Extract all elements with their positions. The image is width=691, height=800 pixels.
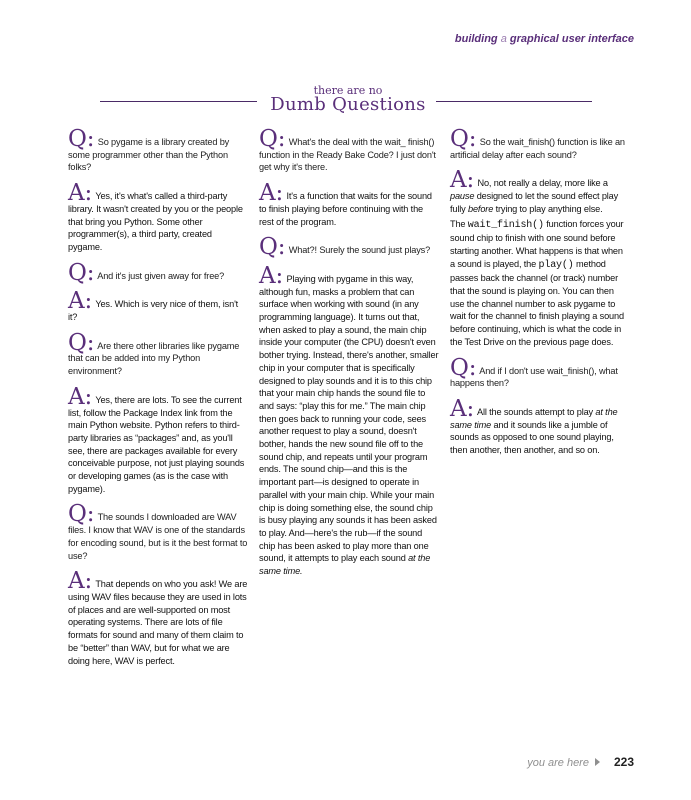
question (450, 354, 630, 390)
answer-emphasis: at the same time. (259, 553, 431, 577)
q-mark: Q: (68, 501, 95, 528)
question (259, 126, 439, 174)
question-text: And it's just given away for free? (97, 270, 225, 281)
answer-paragraph (450, 218, 630, 349)
question (68, 259, 248, 286)
answer (259, 262, 439, 578)
q-mark: Q: (450, 126, 477, 152)
answer-text: It's a function that waits for the sound to finish playing before continuing with the rest of the program. (259, 191, 432, 227)
running-head-connector: a (500, 33, 507, 45)
running-head-part1: building (454, 33, 498, 45)
answer-text: designed to let the sound effect play fully (450, 191, 619, 214)
a-mark: A: (68, 383, 93, 410)
column-3 (450, 126, 630, 467)
answer-text: function forces your sound chip to finish with one sound before starting another. What happens is that when a sound is played, the (450, 218, 624, 269)
banner-small-text: there are no (313, 84, 383, 97)
question (68, 329, 248, 378)
column-1 (68, 126, 248, 677)
banner-rule-left (100, 101, 257, 102)
q-mark: Q: (68, 259, 95, 286)
answer-text: All the sounds attempt to play (476, 406, 593, 417)
answer-text: Yes, there are lots. To see the current list, follow the Package Index link from the main Python website. Python refers to third-party libraries as “packages” and, as you'll see, there are packages available for every conceivable purpose, not just playing sounds or developing games (as is the case with pygame). (68, 394, 245, 494)
arrow-right-icon (595, 758, 600, 766)
question-text: And if I don't use wait_finish(), what happens then? (450, 365, 618, 389)
a-mark: A: (450, 395, 475, 422)
answer-emphasis: at the same time (450, 406, 618, 430)
q-mark: Q: (68, 329, 95, 356)
q-mark: Q: (259, 234, 286, 261)
code-play: play() (538, 259, 574, 271)
question-text: The sounds I downloaded are WAV files. I know that WAV is one of the standards for encoding sound, but is it the best format to use? (68, 512, 248, 561)
a-mark: A: (68, 288, 93, 315)
answer-emphasis: pause (450, 191, 475, 202)
question (259, 234, 439, 261)
page-footer (527, 755, 634, 769)
question (68, 501, 248, 562)
banner-rule-right (436, 101, 592, 102)
a-mark: A: (450, 167, 475, 194)
answer (68, 288, 248, 323)
a-mark: A: (259, 262, 284, 289)
code-wait-finish: wait_finish() (467, 219, 544, 231)
answer-text: That depends on who you ask! We are using WAV files because they are used in lots of places and are well-supported on most operating systems. There are lots of file formats for sound and many of them claim to be “better” than WAV, but for what we are doing here, WAV is perfect. (68, 579, 248, 666)
question (68, 126, 248, 174)
you-are-here-label: you are here (527, 757, 589, 769)
answer-text: No, not really a delay, more like a (477, 178, 608, 189)
answer (450, 395, 630, 457)
answer-emphasis: before (468, 203, 494, 214)
answer (450, 167, 630, 215)
answer-text: and it sounds like a jumble of sounds as opposed to one sound playing, then another, then another, and so on. (450, 419, 614, 456)
answer-text: Playing with pygame in this way, although fun, masks a problem that can surface when working with sound (in any programming language). It turns out that, when asked to play a sound, the main chip inside your computer (the CPU) doesn't even bother trying. Instead, there's another, smaller chip in your computer that is specifically designed to play sounds and it is to this chip that your main chip hands the sound file to and says: “play this for me.” The main chip then goes back to running your code, sees another request to play a sound, doesn't bother, hands the new sound file off to the sound chip, and repeats until your program ends. The sound chip—and this is the important part—is designed to operate in parallel with your main chip. While your main chip is doing something else, the sound chip is busy playing any sounds it has been asked to play. And—here's the rub—if the sound chip has been asked to play more than one sound, it attempts to play each sound (259, 273, 439, 564)
answer (68, 180, 248, 254)
q-mark: Q: (259, 126, 286, 152)
running-head-part2: graphical user interface (509, 33, 634, 45)
answer-text: Yes, it's what's called a third-party library. It wasn't created by you or the people that bring you Python. Some other programmer(s), a third party, created pygame. (68, 191, 243, 252)
answer-text: method passes back the channel (or track) number that the sound is playing on. You can then use the channel number to ask pygame to wait for the channel to finish playing a sound before continuing, which is what the code in the Test Drive on the previous page does. (450, 258, 624, 347)
answer-text: The (450, 218, 466, 229)
dumb-questions-banner (100, 84, 592, 120)
page-number: 223 (613, 755, 634, 769)
a-mark: A: (259, 180, 284, 207)
answer (68, 568, 248, 667)
running-head (455, 33, 634, 45)
question-text: So pygame is a library created by some programmer other than the Python folks? (68, 137, 230, 173)
column-2 (259, 126, 439, 588)
question (450, 126, 630, 161)
a-mark: A: (68, 180, 93, 207)
answer-text: Yes. Which is very nice of them, isn't it? (68, 299, 239, 323)
q-mark: Q: (68, 126, 95, 152)
answer (259, 180, 439, 228)
question-text: Are there other libraries like pygame that can be added into my Python environment? (68, 340, 240, 377)
a-mark: A: (68, 568, 93, 595)
answer (68, 383, 248, 496)
banner-title: Dumb Questions (270, 94, 426, 115)
q-mark: Q: (450, 354, 477, 381)
question-text: What's the deal with the wait_ finish() function in the Ready Bake Code? I just don't get why it's there. (259, 137, 436, 173)
question-text: What?! Surely the sound just plays? (288, 245, 431, 256)
answer-text: trying to play anything else. (495, 203, 603, 214)
question-text: So the wait_finish() function is like an artificial delay after each sound? (450, 137, 625, 160)
